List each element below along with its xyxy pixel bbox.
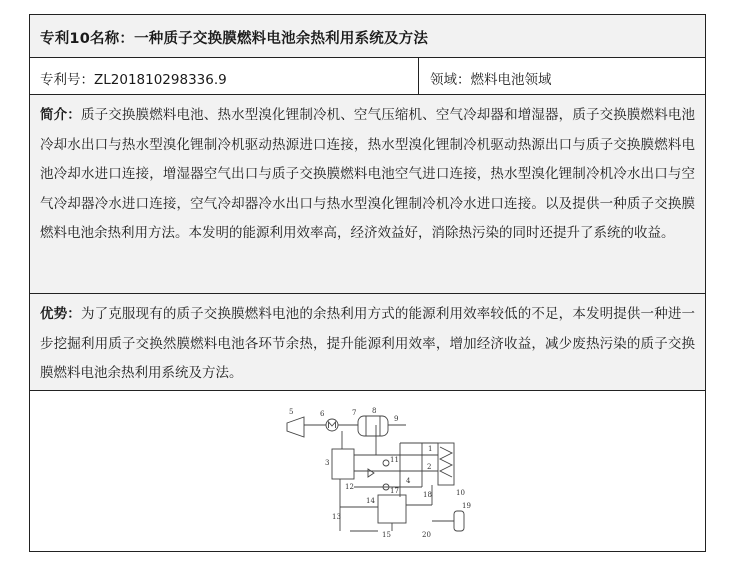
pump-11 xyxy=(383,460,389,466)
chiller-coil xyxy=(440,447,452,477)
label-18: 18 xyxy=(423,491,432,499)
summary-paragraph xyxy=(40,101,695,249)
storage-tank xyxy=(454,511,464,531)
air-cooler-circle xyxy=(326,419,338,431)
summary-label: 简介： xyxy=(40,107,81,123)
meta-row xyxy=(30,58,705,95)
lower-tank xyxy=(378,495,406,523)
label-12: 12 xyxy=(345,483,354,491)
label-1: 1 xyxy=(428,445,433,453)
label-6: 6 xyxy=(320,410,325,418)
humidifier-shape xyxy=(358,416,388,436)
label-2: 2 xyxy=(427,463,432,471)
figure-row xyxy=(30,391,705,551)
label-14: 14 xyxy=(366,497,375,505)
compressor-shape xyxy=(287,417,304,437)
patent-card xyxy=(29,14,706,552)
advantage-row xyxy=(30,294,705,391)
label-11: 11 xyxy=(390,456,399,464)
label-13: 13 xyxy=(332,513,341,521)
chiller-box xyxy=(438,443,454,485)
title-row xyxy=(30,15,705,58)
summary-row xyxy=(30,95,705,294)
label-3: 3 xyxy=(325,459,330,467)
label-5: 5 xyxy=(289,408,294,416)
patent-number-cell xyxy=(30,58,419,94)
label-19: 19 xyxy=(462,502,471,510)
system-diagram xyxy=(282,407,482,539)
label-8: 8 xyxy=(372,407,377,415)
label-17: 17 xyxy=(390,487,399,495)
valve-12 xyxy=(368,469,374,477)
label-7: 7 xyxy=(352,409,357,417)
summary-text: 质子交换膜燃料电池、热水型溴化锂制冷机、空气压缩机、空气冷却器和增湿器，质子交换膜燃料电池冷却水出口与热水型溴化锂制冷机驱动热源进口连接，热水型溴化锂制冷机驱动热源出口与质子交换膜燃料电池冷却水进口连接，增湿器空气出口与质子交换膜燃料电池空气进口连接，热水型溴化锂制冷机冷水出口与空气冷却器冷水进口连接，空气冷却器冷水出口与热水型溴化锂制冷机冷水进口连接。以及提供一种质子交换膜燃料电池余热利用方法。本发明的能源利用效率高，经济效益好，消除热污染的同时还提升了系统的收益。 xyxy=(40,107,696,241)
patent-title: 专利10名称：一种质子交换膜燃料电池余热利用系统及方法 xyxy=(40,31,429,47)
patent-field: 领域：燃料电池领域 xyxy=(430,72,552,88)
label-20: 20 xyxy=(422,531,431,539)
label-10: 10 xyxy=(456,489,465,497)
patent-number: 专利号：ZL201810298336.9 xyxy=(40,72,227,88)
advantage-text: 为了克服现有的质子交换膜燃料电池的余热利用方式的能源利用效率较低的不足，本发明提供一种进一步挖掘利用质子交换然膜燃料电池各环节余热，提升能源利用效率，增加经济收益，减少废热污染的质子交换膜燃料电池余热利用系统及方法。 xyxy=(40,306,696,381)
advantage-paragraph xyxy=(40,300,695,389)
advantage-label: 优势： xyxy=(40,306,81,322)
label-9: 9 xyxy=(394,415,399,423)
cooler-m-mark xyxy=(329,422,336,428)
fuel-cell-box xyxy=(332,449,354,479)
label-4: 4 xyxy=(406,477,411,485)
label-15: 15 xyxy=(382,531,391,539)
